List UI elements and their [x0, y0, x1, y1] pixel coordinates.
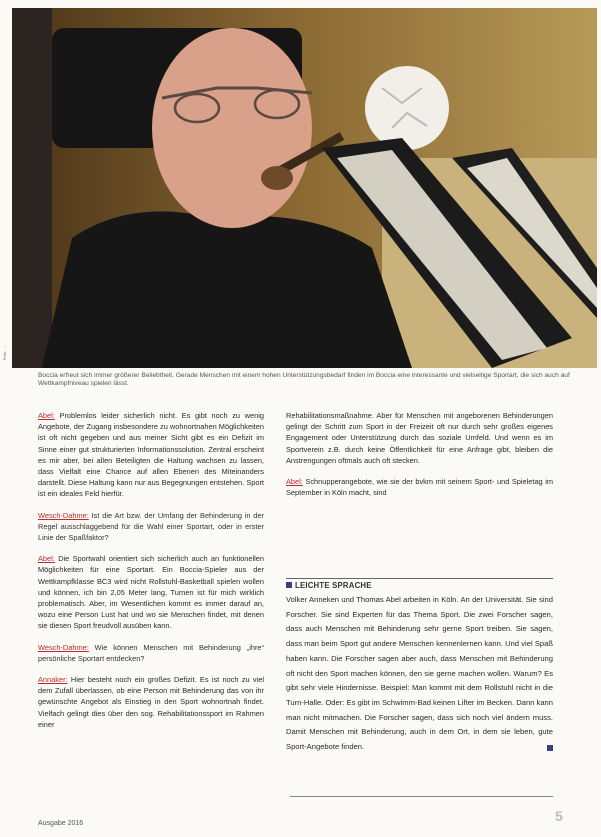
left-column — [38, 410, 264, 740]
right-column — [286, 410, 553, 508]
boccia-player-image — [12, 8, 597, 368]
header-photo — [12, 8, 597, 368]
speaker-label: Abel: — [38, 411, 55, 420]
page-number: 5 — [555, 808, 563, 824]
divider — [290, 796, 553, 797]
speaker-label: Wesch-Dahme: — [38, 510, 89, 520]
leichte-sprache-heading: LEICHTE SPRACHE — [286, 581, 553, 590]
square-marker-icon — [286, 582, 292, 588]
speaker-label: Abel: — [38, 554, 55, 564]
end-marker-icon — [547, 745, 553, 751]
photo-caption: Boccia erfreut sich immer größerer Beliebtheit. Gerade Menschen mit einem hohen Unterstützungsbedarf finden im Boccia eine interessante und vielseitige Sportart, die sich auch auf Wettkampfniveau spielen lässt. — [38, 372, 570, 388]
photo-credit: Foto: … — [2, 345, 7, 360]
divider — [286, 578, 553, 579]
paragraph: Annaker: Hier besteht noch ein großes Defizit. Es ist noch zu viel dem Zufall überlassen, ob eine Person mit Behinderung das von ihr gewünschte Angebot als Einstieg in den Sport wohnortnah findet. Vielfach gelingt dies über den sog. Rehabilitationssport im Rahmen einer — [38, 675, 264, 729]
paragraph: Rehabilitationsmaßnahme. Aber für Menschen mit angeborenen Behinderungen gelingt der Schritt zum Sport in der Freizeit oft nur durch sehr großes eigenes Engagement oder Unterstützung durch das soziale Umfeld. Und wenn es im Sportverein z.B. durch keine Öffentlichkeit für eine Anfrage gibt, bleiben die Anstrengungen oftmals auch oft stecken. — [286, 411, 553, 465]
leichte-sprache-box — [286, 578, 553, 755]
speaker-label: Wesch-Dahme: — [38, 642, 89, 652]
question: Wesch-Dahme: Ist die Art bzw. der Umfang der Behinderung in der Regel ausschlaggebend für die Wahl einer Sportart, oder in erster Linie der Spaßfaktor? — [38, 510, 264, 543]
speaker-label: Abel: — [286, 477, 303, 487]
paragraph: Abel: Die Sportwahl orientiert sich sicherlich auch an funktionellen Möglichkeiten für eine Sportart. Ein Boccia-Spieler aus der Wettkampfklasse BC3 wird nicht Rollstuhl-Basketball spielen wollen und können, ich bin 2,05 Meter lang, Turnen ist für mich wirklich problematisch. Aber, im Wesentlichen kommt es immer darauf an, wozu eine Person Lust hat und wo sie Menschen findet, mit denen sie diesen Sport freudvoll ausüben kann. — [38, 554, 264, 631]
question: Wesch-Dahme: Wie können Menschen mit Behinderung „ihre“ persönliche Sportart entdecken? — [38, 642, 264, 663]
issue-footer: Ausgabe 2016 — [38, 820, 84, 827]
paragraph: Abel: Schnupperangebote, wie sie der bvkm mit seinem Sport- und Spieletag im September in Köln macht, sind — [286, 477, 553, 498]
leichte-sprache-text: Volker Anneken und Thomas Abel arbeiten in Köln. An der Universität. Sie sind Forscher. Sie sind Experten für das Thema Sport. Die zwei Forscher sagen, dass auch Menschen mit Behinderung sehr gerne Sport treiben. Sie sagen, dass man beim Sport gut andere Menschen kennenlernen kann. Und viel Spaß haben kann. Die Forscher sagen aber auch, dass Menschen mit Behinderung oft nicht den Sport machen können, den sie gerne machen wollen. Warum? Es gibt sehr viele Hindernisse. Beispiel: Man kommt mit dem Rollstuhl nicht in die Turn-Halle. Oder: Es gibt im Schwimm-Bad keinen Lifter im Becken. Dann kann man nicht mitmachen. Die Forscher sagen, dass sich noch viel ändern muss. Damit Menschen mit Behinderung, auch in dem Ort, in dem sie leben, gute Sport-Angebote finden. — [286, 595, 553, 752]
speaker-label: Annaker: — [38, 675, 68, 685]
paragraph: Abel: Problemlos leider sicherlich nicht. Es gibt noch zu wenig Angebote, der Zugang insbesondere zu wohnortnahen Möglichkeiten ist oft nicht gegeben und aus meiner Sicht gibt es ein Defizit im Sinne einer gut strukturierten Informationssolution. Zentral erscheint es mir aber, bei allen Beteiligten die Haltung wachsen zu lassen, dass Vielfalt eine Chance auf allen Ebenen des Miteinanders darstellt. Diese Haltung kann nur aus Begegnungen entstehen. Sport ist ein ideales Feld hierfür. — [38, 411, 264, 499]
